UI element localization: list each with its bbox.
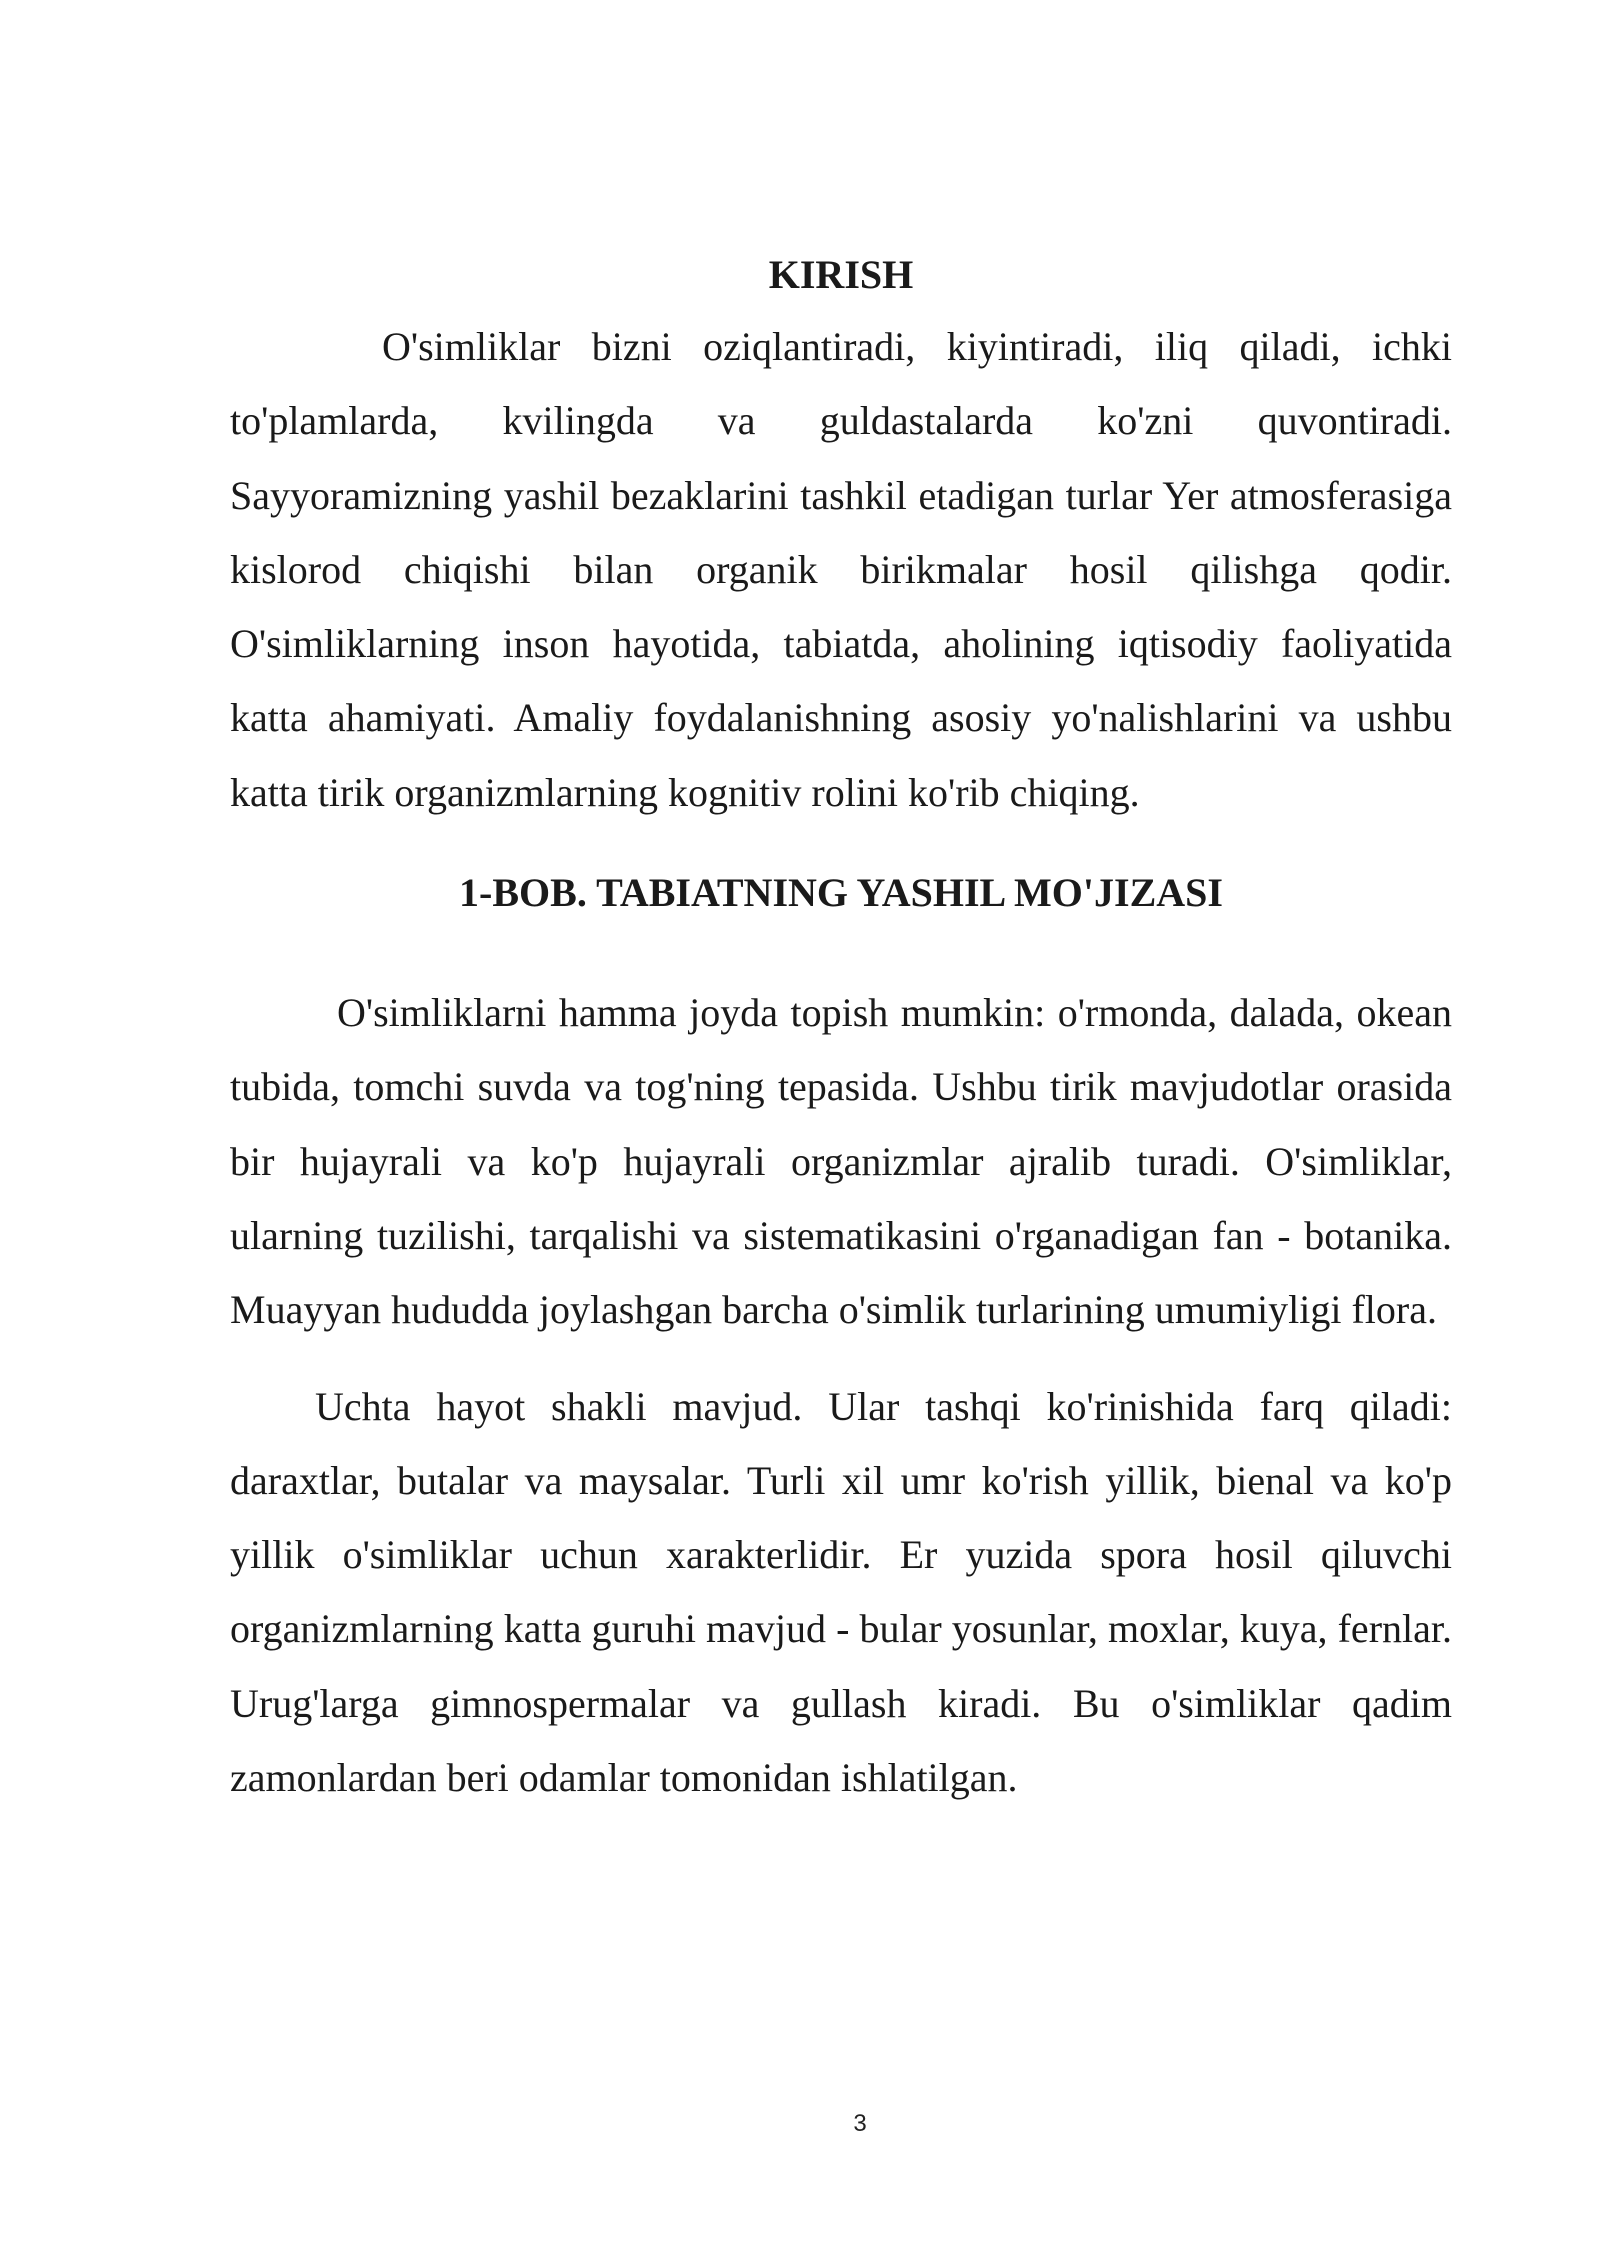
intro-paragraph: O'simliklar bizni oziqlantiradi, kiyintiradi, iliq qiladi, ichki to'plamlarda, kvilingda va guldastalarda ko'zni quvontiradi. Sayyoramizning yashil bezaklarini tashkil etadigan turlar Yer atmosferasiga kislorod chiqishi bilan organik birikmalar hosil qilishga qodir. O'simliklarning inson hayotida, tabiatda, aholining iqtisodiy faoliyatida katta ahamiyati. Amaliy foydalanishning asosiy yo'nalishlarini va ushbu katta tirik organizmlarning kognitiv rolini ko'rib chiqing. bbox=[230, 324, 1452, 815]
intro-heading: KIRISH bbox=[768, 252, 914, 297]
chapter-heading: 1-BOB. TABIATNING YASHIL MO'JIZASI bbox=[459, 870, 1223, 916]
chapter-paragraph-1: O'simliklarni hamma joyda topish mumkin: o'rmonda, dalada, okean tubida, tomchi suvda va tog'ning tepasida. Ushbu tirik mavjudotlar orasida bir hujayrali va ko'p hujayrali organizmlar ajralib turadi. O'simliklar, ularning tuzilishi, tarqalishi va sistematikasini o'rganadigan fan - botanika. Muayyan hududda joylashgan barcha o'simlik turlarining umumiyligi flora. bbox=[230, 990, 1452, 1333]
page-content bbox=[230, 240, 1452, 1815]
page-number: 3 bbox=[853, 2110, 867, 2137]
chapter-paragraph-2: Uchta hayot shakli mavjud. Ular tashqi ko'rinishida farq qiladi: daraxtlar, butalar va maysalar. Turli xil umr ko'rish yillik, bienal va ko'p yillik o'simliklar uchun xarakterlidir. Er yuzida spora hosil qiluvchi organizmlarning katta guruhi mavjud - bular yosunlar, moxlar, kuya, fernlar. Urug'larga gimnospermalar va gullash kiradi. Bu o'simliklar qadim zamonlardan beri odamlar tomonidan ishlatilgan. bbox=[230, 1383, 1452, 1801]
